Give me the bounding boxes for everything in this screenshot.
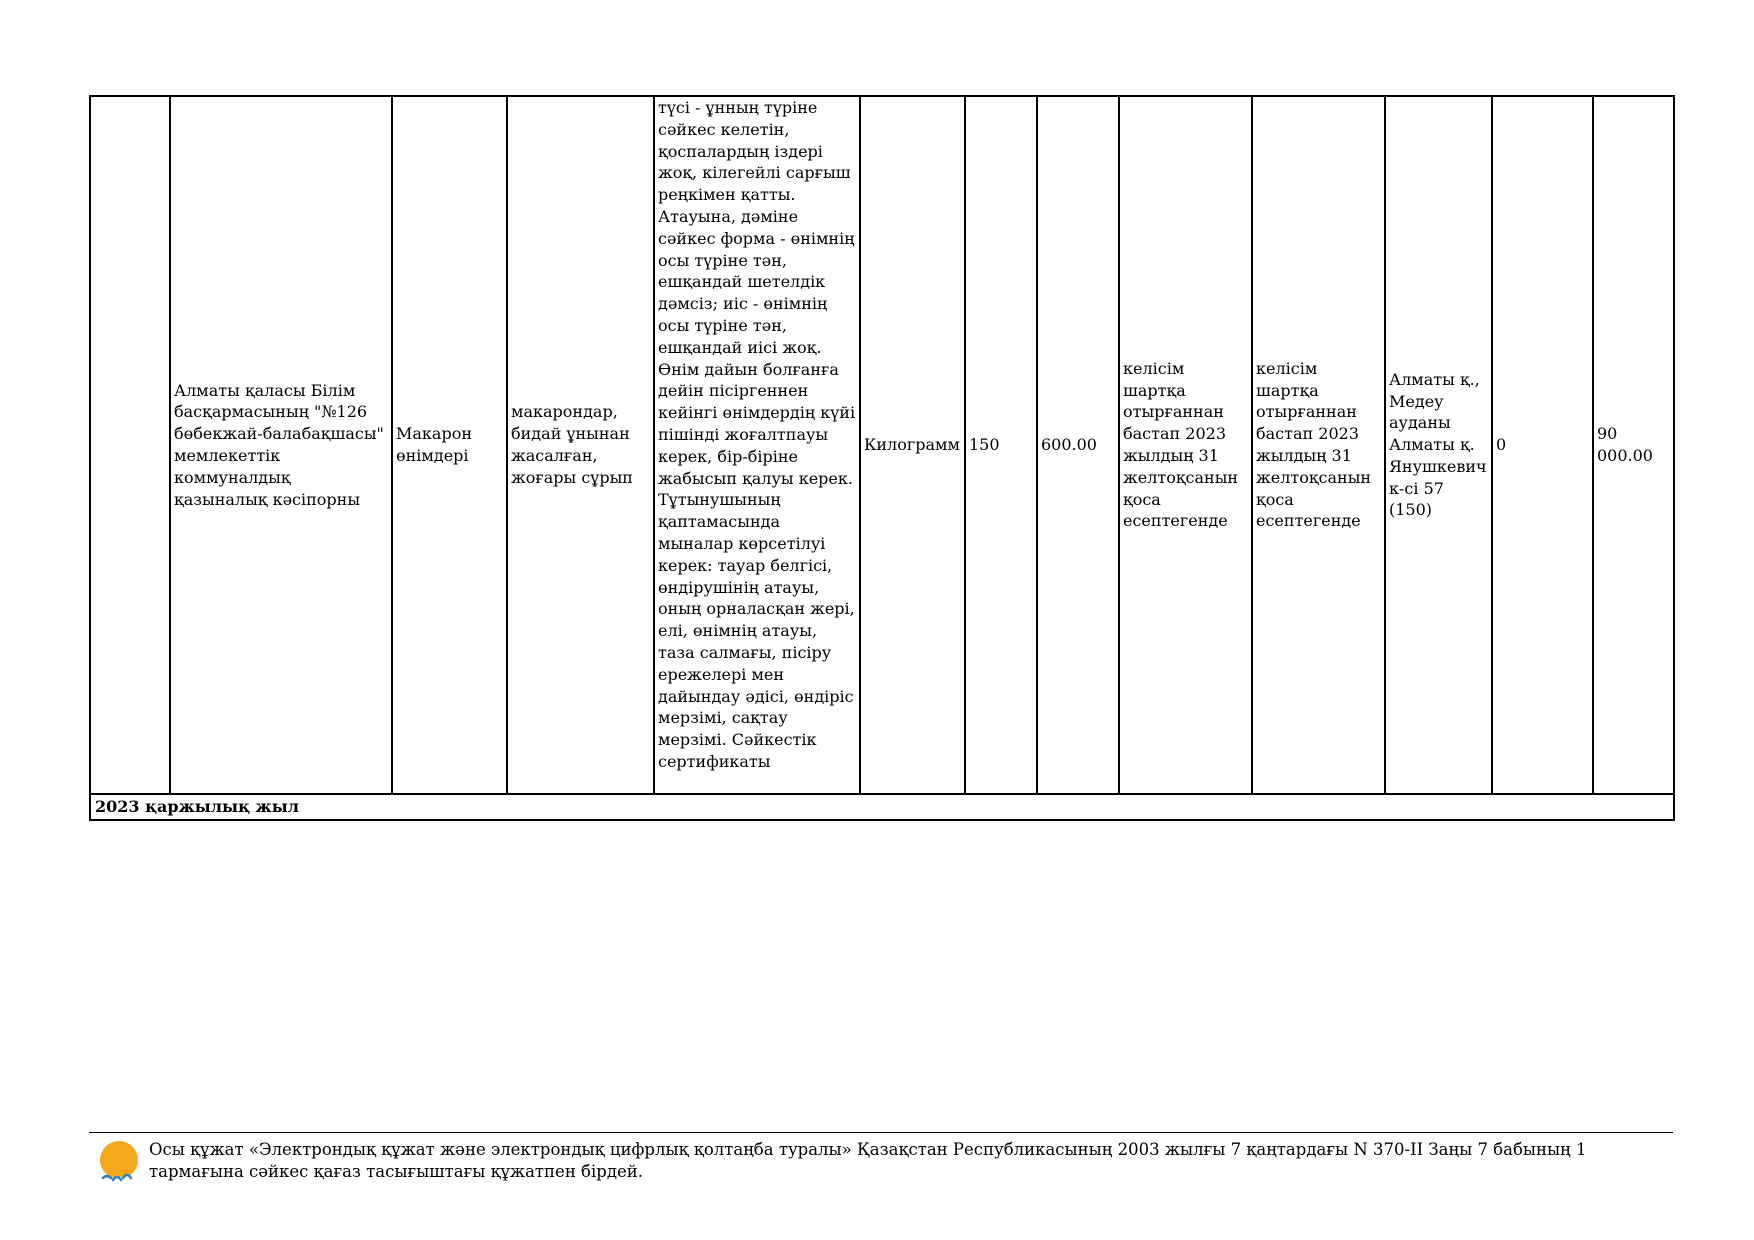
cell-unit: Килограмм xyxy=(860,96,965,794)
cell-delivery-place: Алматы қ., Медеу ауданы Алматы қ. Янушкевич к-сі 57 (150) xyxy=(1385,96,1492,794)
cell-customer: Алматы қаласы Білім басқармасының "№126 бөбекжай-балабақшасы" мемлекеттік коммуналдық қазыналық кәсіпорны xyxy=(170,96,392,794)
fiscal-year-label: 2023 қаржылық жыл xyxy=(90,794,1674,820)
cell-product-name: Макарон өнімдері xyxy=(392,96,507,794)
table-row xyxy=(90,96,1674,794)
footer-divider xyxy=(89,1132,1673,1133)
cell-total: 90 000.00 xyxy=(1593,96,1674,794)
cell-short-description: макарондар, бидай ұнынан жасалған, жоғары сұрып xyxy=(507,96,654,794)
cell-delivery-term-1: келісім шартқа отырғаннан бастап 2023 жылдың 31 желтоқсанын қоса есептегенде xyxy=(1119,96,1252,794)
cell-full-description: түсі - ұнның түріне сәйкес келетін, қоспалардың іздері жоқ, кілегейлі сарғыш реңкімен қатты. Атауына, дәміне сәйкес форма - өнімнің осы түріне тән, ешқандай шетелдік дәмсіз; иіс - өнімнің осы түріне тән, ешқандай иісі жоқ. Өнім дайын болғанға дейін пісіргеннен кейінгі өнімдердің күйі пішінді жоғалтпауы керек, бір-біріне жабысып қалуы керек. Тұтынушының қаптамасында мыналар көрсетілуі керек: тауар белгісі, өндірушінің атауы, оның орналасқан жері, елі, өнімнің атауы, таза салмағы, пісіру ережелері мен дайындау әдісі, өндіріс мерзімі, сақтау мерзімі. Сәйкестік сертификаты xyxy=(654,96,860,794)
cell-index xyxy=(90,96,170,794)
procurement-table xyxy=(89,95,1675,821)
cell-delivery-term-2: келісім шартқа отырғаннан бастап 2023 жылдың 31 желтоқсанын қоса есептегенде xyxy=(1252,96,1385,794)
cell-quantity: 150 xyxy=(965,96,1037,794)
table-row-fiscal-year xyxy=(90,794,1674,820)
cell-advance: 0 xyxy=(1492,96,1593,794)
footer-legal-note: Осы құжат «Электрондық құжат және электрондық цифрлық қолтаңба туралы» Қазақстан Республикасының 2003 жылғы 7 қаңтардағы N 370-II Заңы 7 бабының 1 тармағына сәйкес қағаз тасығыштағы құжатпен бірдей. xyxy=(149,1140,1587,1181)
cell-price: 600.00 xyxy=(1037,96,1119,794)
e-gov-sun-logo-icon xyxy=(93,1138,143,1188)
